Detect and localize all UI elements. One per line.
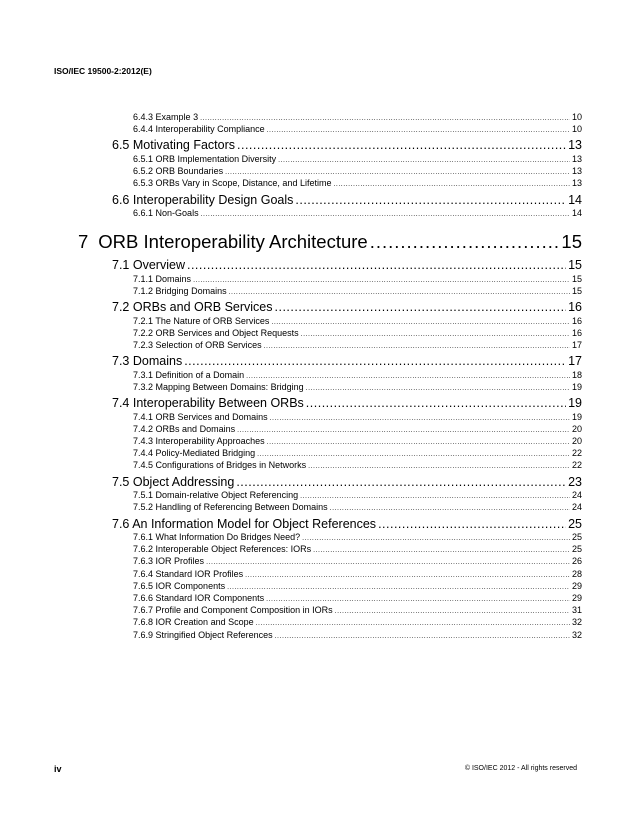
- toc-entry-number: 7.4: [112, 396, 130, 411]
- toc-entry-7-3[interactable]: [0, 353, 582, 370]
- toc-entry-page: 22: [571, 460, 582, 471]
- toc-entry-number: 7.3: [112, 354, 130, 369]
- toc-entry-title: [133, 370, 244, 381]
- dot-leader: [306, 383, 570, 394]
- dot-leader: [257, 449, 570, 460]
- dot-leader: [330, 503, 570, 514]
- toc-entry-label: Bridging Domains: [155, 285, 227, 296]
- toc-entry-number: 7.3.1: [133, 369, 154, 380]
- toc-entry-7-6-5[interactable]: [0, 581, 582, 593]
- toc-entry-page: 13: [571, 166, 582, 177]
- toc-entry-7-6-1[interactable]: [0, 532, 582, 544]
- dot-leader: [275, 299, 567, 316]
- toc-entry-title: [133, 436, 265, 447]
- toc-entry-label: ORBs Vary in Scope, Distance, and Lifetime: [155, 178, 332, 189]
- toc-entry-7-4-2[interactable]: [0, 424, 582, 436]
- toc-entry-title: [133, 154, 276, 165]
- toc-entry-7-6-2[interactable]: [0, 544, 582, 556]
- toc-entry-page: 13: [571, 178, 582, 189]
- toc-entry-number: 7.4.1: [133, 411, 154, 422]
- toc-entry-page: 20: [571, 423, 582, 434]
- toc-entry-page: 17: [568, 354, 582, 369]
- toc-entry-title: [133, 617, 254, 628]
- toc-entry-title: [112, 516, 376, 533]
- toc-entry-title: [133, 382, 304, 393]
- toc-entry-page: 23: [568, 474, 582, 489]
- toc-entry-7-4-1[interactable]: [0, 412, 582, 424]
- toc-entry-label: ORB Services and Object Requests: [155, 327, 299, 338]
- toc-entry-page: 18: [571, 369, 582, 380]
- toc-entry-number: 6.5.1: [133, 153, 154, 164]
- toc-entry-number: 6.6: [112, 192, 130, 207]
- toc-entry-7-2-2[interactable]: [0, 328, 582, 340]
- toc-entry-6-5-1[interactable]: [0, 154, 582, 166]
- dot-leader: [264, 341, 570, 352]
- toc-entry-label: Interoperability Between ORBs: [132, 396, 304, 411]
- toc-entry-7-1[interactable]: [0, 257, 582, 274]
- toc-entry-7-5-2[interactable]: [0, 502, 582, 514]
- toc-entry-label: IOR Profiles: [155, 556, 205, 567]
- toc-entry-title: [133, 593, 264, 604]
- toc-entry-title: [112, 474, 234, 491]
- dot-leader: [301, 329, 570, 340]
- toc-entry-page: 28: [571, 568, 582, 579]
- toc-entry-title: [133, 178, 331, 189]
- toc-entry-page: 32: [571, 617, 582, 628]
- toc-entry-label: What Information Do Bridges Need?: [155, 532, 301, 543]
- toc-entry-7-6-4[interactable]: [0, 569, 582, 581]
- toc-entry-title: [133, 412, 268, 423]
- toc-entry-title: [133, 544, 311, 555]
- toc-entry-page: 19: [568, 396, 582, 411]
- toc-entry-label: Profile and Component Composition in IORs: [155, 605, 333, 616]
- dot-leader: [256, 618, 570, 629]
- toc-entry-6-6[interactable]: [0, 192, 582, 209]
- toc-entry-6-5-2[interactable]: [0, 166, 582, 178]
- toc-entry-page: 24: [571, 490, 582, 501]
- toc-entry-label: Stringified Object References: [155, 629, 273, 640]
- dot-leader: [313, 545, 570, 556]
- toc-entry-number: 7.1.2: [133, 285, 154, 296]
- toc-entry-title: [78, 230, 368, 254]
- toc-entry-label: ORB Implementation Diversity: [155, 153, 277, 164]
- toc-entry-title: [133, 605, 333, 616]
- toc-entry-number: 6.6.1: [133, 208, 154, 219]
- toc-entry-7-4-5[interactable]: [0, 460, 582, 472]
- toc-entry-number: 7.2.3: [133, 340, 154, 351]
- toc-entry-7-6-9[interactable]: [0, 630, 582, 642]
- toc-entry-page: 14: [568, 192, 582, 207]
- dot-leader: [266, 594, 570, 605]
- toc-entry-label: Interoperability Compliance: [155, 124, 265, 135]
- dot-leader: [237, 425, 570, 436]
- document-id-header: ISO/IEC 19500-2:2012(E): [54, 66, 152, 76]
- toc-entry-page: 14: [571, 208, 582, 219]
- toc-entry-number: 6.5: [112, 138, 130, 153]
- toc-entry-number: 7.6.1: [133, 532, 154, 543]
- toc-entry-number: 7.2.2: [133, 327, 154, 338]
- toc-entry-number: 7.5: [112, 474, 130, 489]
- toc-entry-number: 7.6.8: [133, 617, 154, 628]
- toc-entry-page: 15: [568, 258, 582, 273]
- toc-entry-page: 13: [568, 138, 582, 153]
- table-of-contents: [0, 112, 620, 642]
- dot-leader: [225, 167, 570, 178]
- dot-leader: [187, 257, 566, 274]
- dot-leader: [333, 179, 570, 190]
- toc-entry-page: 25: [571, 544, 582, 555]
- dot-leader: [306, 395, 566, 412]
- toc-entry-title: [112, 257, 185, 274]
- toc-entry-title: [133, 124, 265, 135]
- toc-entry-label: Object Addressing: [132, 474, 235, 489]
- toc-entry-label: Interoperability Design Goals: [132, 192, 294, 207]
- toc-entry-page: 13: [571, 153, 582, 164]
- toc-entry-7-4-4[interactable]: [0, 448, 582, 460]
- toc-entry-7-1-1[interactable]: [0, 274, 582, 286]
- toc-entry-number: 7.1: [112, 258, 130, 273]
- toc-entry-title: [133, 328, 299, 339]
- toc-entry-label: Interoperability Approaches: [155, 436, 265, 447]
- toc-entry-page: 31: [571, 605, 582, 616]
- toc-entry-7[interactable]: [0, 230, 582, 254]
- toc-entry-title: [133, 316, 269, 327]
- toc-entry-label: Configurations of Bridges in Networks: [155, 460, 307, 471]
- toc-entry-page: 26: [571, 556, 582, 567]
- toc-entry-page: 15: [571, 285, 582, 296]
- toc-entry-label: ORB Boundaries: [155, 166, 224, 177]
- toc-entry-7-6-7[interactable]: [0, 605, 582, 617]
- toc-entry-title: [112, 395, 304, 412]
- toc-entry-title: [133, 424, 235, 435]
- toc-entry-title: [133, 556, 204, 567]
- dot-leader: [227, 582, 570, 593]
- toc-entry-label: Definition of a Domain: [155, 369, 245, 380]
- toc-entry-number: 7.4.3: [133, 436, 154, 447]
- toc-entry-number: 7.4.5: [133, 460, 154, 471]
- toc-entry-label: Selection of ORB Services: [155, 340, 262, 351]
- toc-entry-number: 7.6.7: [133, 605, 154, 616]
- dot-leader: [378, 516, 566, 533]
- toc-entry-number: 6.5.2: [133, 166, 154, 177]
- toc-entry-7-4-3[interactable]: [0, 436, 582, 448]
- dot-leader: [308, 461, 570, 472]
- toc-entry-6-5[interactable]: [0, 137, 582, 154]
- toc-entry-label: Interoperable Object References: IORs: [155, 544, 312, 555]
- toc-entry-title: [133, 532, 300, 543]
- toc-entry-title: [133, 112, 198, 123]
- toc-entry-page: 10: [571, 112, 582, 122]
- toc-entry-6-5-3[interactable]: [0, 178, 582, 190]
- toc-entry-title: [133, 460, 306, 471]
- toc-entry-label: Mapping Between Domains: Bridging: [155, 381, 304, 392]
- toc-entry-number: 7.5.2: [133, 502, 154, 513]
- toc-entry-page: 20: [571, 436, 582, 447]
- toc-entry-label: Standard IOR Profiles: [155, 568, 244, 579]
- toc-entry-title: [133, 166, 223, 177]
- toc-entry-page: 19: [571, 411, 582, 422]
- dot-leader: [267, 437, 570, 448]
- toc-entry-page: 16: [571, 315, 582, 326]
- toc-entry-title: [133, 569, 243, 580]
- toc-entry-label: ORB Interoperability Architecture: [98, 231, 368, 253]
- toc-entry-title: [133, 274, 191, 285]
- toc-entry-7-1-2[interactable]: [0, 286, 582, 298]
- dot-leader: [229, 287, 570, 298]
- toc-entry-title: [133, 448, 255, 459]
- dot-leader: [278, 155, 570, 166]
- dot-leader: [201, 209, 570, 220]
- dot-leader: [193, 275, 570, 286]
- toc-entry-page: 10: [571, 124, 582, 135]
- toc-entry-title: [112, 299, 273, 316]
- toc-entry-title: [133, 490, 298, 501]
- page-number: iv: [54, 764, 62, 774]
- dot-leader: [270, 413, 570, 424]
- toc-entry-number: 7: [78, 231, 89, 253]
- toc-entry-7-3-1[interactable]: [0, 370, 582, 382]
- toc-entry-page: 16: [568, 300, 582, 315]
- toc-entry-label: Overview: [132, 258, 185, 273]
- dot-leader: [370, 230, 560, 254]
- toc-entry-label: ORBs and ORB Services: [132, 300, 273, 315]
- toc-entry-page: 24: [571, 502, 582, 513]
- toc-entry-page: 29: [571, 580, 582, 591]
- toc-entry-7-6-3[interactable]: [0, 556, 582, 568]
- dot-leader: [295, 192, 566, 209]
- toc-entry-7-4[interactable]: [0, 395, 582, 412]
- toc-entry-label: The Nature of ORB Services: [155, 315, 270, 326]
- toc-entry-label: Policy-Mediated Bridging: [155, 448, 256, 459]
- toc-entry-number: 7.6.6: [133, 593, 154, 604]
- toc-entry-7-2[interactable]: [0, 299, 582, 316]
- dot-leader: [237, 137, 566, 154]
- toc-entry-page: 25: [568, 516, 582, 531]
- toc-entry-label: Standard IOR Components: [155, 593, 265, 604]
- dot-leader: [236, 474, 566, 491]
- toc-entry-7-6-8[interactable]: [0, 617, 582, 629]
- toc-entry-label: Motivating Factors: [132, 138, 235, 153]
- toc-entry-page: 32: [571, 629, 582, 640]
- toc-entry-7-2-1[interactable]: [0, 316, 582, 328]
- toc-entry-title: [133, 502, 328, 513]
- toc-entry-number: 7.1.1: [133, 273, 154, 284]
- toc-entry-label: IOR Creation and Scope: [155, 617, 254, 628]
- toc-entry-page: 29: [571, 593, 582, 604]
- toc-entry-label: IOR Components: [155, 580, 226, 591]
- dot-leader: [302, 533, 570, 544]
- toc-entry-7-3-2[interactable]: [0, 382, 582, 394]
- toc-entry-label: Handling of Referencing Between Domains: [155, 502, 328, 513]
- dot-leader: [184, 353, 566, 370]
- toc-entry-title: [133, 286, 227, 297]
- toc-entry-title: [133, 581, 225, 592]
- toc-entry-number: 7.5.1: [133, 490, 154, 501]
- dot-leader: [300, 491, 570, 502]
- toc-entry-number: 7.2.1: [133, 315, 154, 326]
- toc-entry-title: [133, 630, 273, 641]
- toc-entry-page: 16: [571, 327, 582, 338]
- toc-entry-page: 25: [571, 532, 582, 543]
- dot-leader: [267, 125, 570, 136]
- toc-entry-page: 17: [571, 340, 582, 351]
- toc-entry-page: 19: [571, 381, 582, 392]
- toc-entry-6-4-3[interactable]: [0, 112, 582, 124]
- dot-leader: [335, 606, 570, 617]
- copyright-notice: © ISO/IEC 2012 - All rights reserved: [464, 765, 577, 772]
- toc-entry-page: 15: [561, 231, 582, 253]
- dot-leader: [275, 631, 570, 642]
- dot-leader: [246, 371, 570, 382]
- toc-entry-label: Domain-relative Object Referencing: [155, 490, 299, 501]
- toc-entry-number: 6.5.3: [133, 178, 154, 189]
- toc-entry-page: 22: [571, 448, 582, 459]
- toc-entry-number: 7.6.5: [133, 580, 154, 591]
- toc-entry-6-6-1[interactable]: [0, 208, 582, 220]
- toc-entry-title: [133, 208, 199, 219]
- toc-entry-6-4-4[interactable]: [0, 124, 582, 136]
- toc-entry-number: 6.4.3: [133, 112, 154, 122]
- toc-entry-label: Example 3: [155, 112, 199, 122]
- toc-entry-page: 15: [571, 273, 582, 284]
- toc-entry-label: Domains: [132, 354, 183, 369]
- dot-leader: [200, 113, 570, 124]
- toc-entry-title: [112, 192, 293, 209]
- toc-entry-number: 7.6.2: [133, 544, 154, 555]
- toc-entry-number: 7.3.2: [133, 381, 154, 392]
- toc-entry-label: Domains: [155, 273, 192, 284]
- toc-entry-label: Non-Goals: [155, 208, 199, 219]
- toc-entry-7-2-3[interactable]: [0, 340, 582, 352]
- toc-entry-number: 7.6.3: [133, 556, 154, 567]
- toc-entry-number: 7.4.2: [133, 423, 154, 434]
- toc-entry-7-5-1[interactable]: [0, 490, 582, 502]
- toc-entry-label: ORB Services and Domains: [155, 411, 268, 422]
- toc-entry-title: [112, 353, 182, 370]
- toc-entry-number: 7.6: [112, 516, 130, 531]
- toc-entry-label: An Information Model for Object References: [132, 516, 377, 531]
- toc-entry-7-5[interactable]: [0, 474, 582, 491]
- toc-entry-number: 7.4.4: [133, 448, 154, 459]
- toc-entry-number: 7.6.9: [133, 629, 154, 640]
- toc-entry-7-6-6[interactable]: [0, 593, 582, 605]
- toc-entry-title: [112, 137, 235, 154]
- toc-entry-label: ORBs and Domains: [155, 423, 236, 434]
- toc-entry-7-6[interactable]: [0, 516, 582, 533]
- dot-leader: [271, 317, 570, 328]
- toc-entry-title: [133, 340, 262, 351]
- toc-entry-number: 6.4.4: [133, 124, 154, 135]
- dot-leader: [245, 570, 570, 581]
- dot-leader: [206, 557, 570, 568]
- toc-entry-number: 7.6.4: [133, 568, 154, 579]
- toc-entry-number: 7.2: [112, 300, 130, 315]
